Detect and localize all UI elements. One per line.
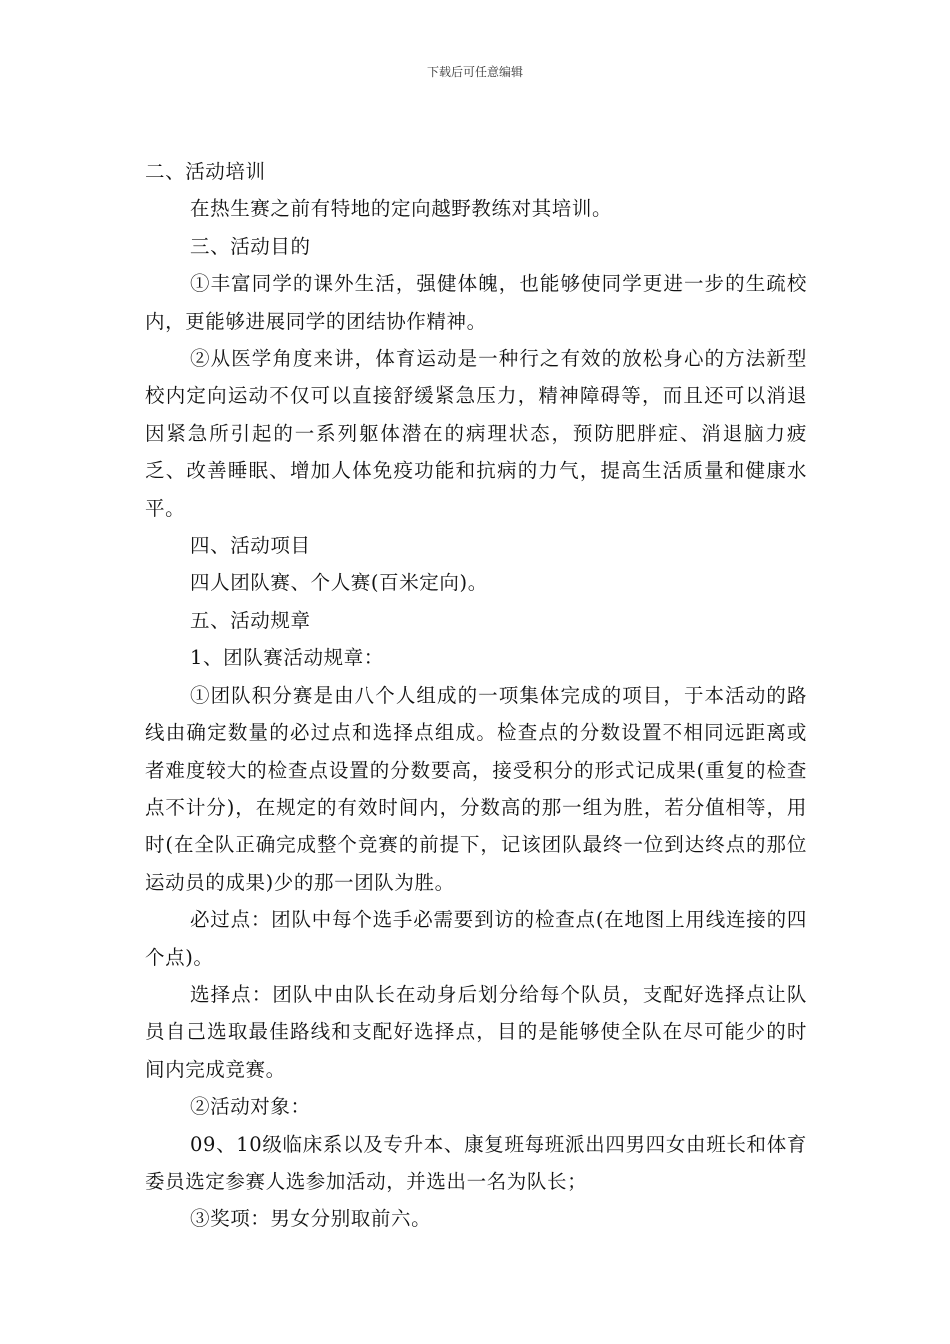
paragraph-participants: 09、10级临床系以及专升本、康复班每班派出四男四女由班长和体育委员选定参赛人选参加活动，并选出一名为队长； [145,1132,807,1193]
section-heading-training: 二、活动培训 [145,160,266,183]
paragraph-purpose-2: ②从医学角度来讲，体育运动是一种行之有效的放松身心的方法新型校内定向运动不仅可以直接舒缓紧急压力，精神障碍等，而且还可以消退因紧急所引起的一系列躯体潜在的病理状态，预防肥胖症、消退脑力疲乏、改善睡眠、增加人体免疫功能和抗病的力气，提高生活质量和健康水平。 [145,347,807,520]
section-heading-purpose: 三、活动目的 [190,234,311,258]
paragraph-training: 在热生赛之前有特地的定向越野教练对其培训。 [190,197,613,221]
subheading-participants: ②活动对象： [190,1095,311,1119]
section-heading-items: 四、活动项目 [190,534,311,558]
paragraph-purpose-1: ①丰富同学的课外生活，强健体魄，也能够使同学更进一步的生疏校内，更能够进展同学的团结协作精神。 [145,272,807,333]
subheading-team-rules: 1、团队赛活动规章： [190,646,384,670]
section-heading-rules: 五、活动规章 [190,608,311,632]
page-header: 下载后可任意编辑 [426,65,523,79]
document-body [145,153,807,1238]
paragraph-mandatory-points: 必过点：团队中每个选手必需要到访的检查点(在地图上用线连接的四个点)。 [145,908,807,969]
paragraph-optional-points: 选择点：团队中由队长在动身后划分给每个队员，支配好选择点让队员自己选取最佳路线和支配好选择点，目的是能够使全队在尽可能少的时间内完成竞赛。 [145,982,807,1081]
paragraph-items: 四人团队赛、个人赛(百米定向)。 [190,571,488,595]
paragraph-team-rules: ①团队积分赛是由八个人组成的一项集体完成的项目，于本活动的路线由确定数量的必过点和选择点组成。检查点的分数设置不相同远距离或者难度较大的检查点设置的分数要高，接受积分的形式记成果(重复的检查点不计分)，在规定的有效时间内，分数高的那一组为胜，若分值相等，用时(在全队正确完成整个竞赛的前提下，记该团队最终一位到达终点的那位运动员的成果)少的那一团队为胜。 [145,683,807,894]
paragraph-awards: ③奖项：男女分别取前六。 [190,1207,432,1231]
